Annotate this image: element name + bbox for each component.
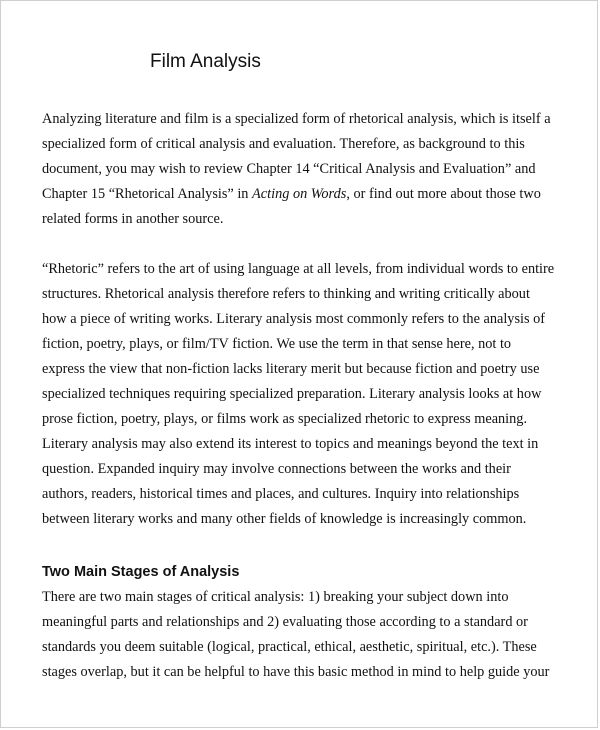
text-line: prose fiction, poetry, plays, or films work as specialized rhetoric to express meaning. [42, 411, 528, 427]
text-line: standards you deem suitable (logical, practical, ethical, aesthetic, spiritual, etc.). These [42, 639, 537, 655]
text-line: how a piece of writing works. Literary analysis most commonly refers to the analysis of [42, 311, 546, 327]
text-line [42, 182, 551, 207]
text-line: Analyzing literature and film is a specialized form of rhetorical analysis, which is itself a [42, 111, 551, 127]
document-title: Film Analysis [150, 51, 261, 72]
section-heading: Two Main Stages of Analysis [42, 564, 240, 580]
text-line: Literary analysis may also extend its interest to topics and meanings beyond the text in [42, 436, 539, 452]
text-line: question. Expanded inquiry may involve connections between the works and their [42, 461, 511, 477]
text-line: stages overlap, but it can be helpful to have this basic method in mind to help guide your [42, 664, 550, 680]
text-line: authors, readers, historical times and places, and cultures. Inquiry into relationships [42, 486, 520, 502]
text-line: specialized form of critical analysis and evaluation. Therefore, as background to this [42, 136, 525, 152]
intro-paragraph [42, 107, 551, 232]
text-line: “Rhetoric” refers to the art of using language at all levels, from individual words to entire [42, 261, 555, 277]
text-line: meaningful parts and relationships and 2) evaluating those according to a standard or [42, 614, 528, 630]
text-line: fiction, poetry, plays, or film/TV fiction. We use the term in that sense here, not to [42, 336, 512, 352]
text-line: There are two main stages of critical analysis: 1) breaking your subject down into [42, 589, 509, 605]
text-line: document, you may wish to review Chapter 14 “Critical Analysis and Evaluation” and [42, 161, 536, 177]
text-segment: , or find out more about those two [346, 186, 541, 202]
text-line: specialized techniques requiring specialized preparation. Literary analysis looks at how [42, 386, 542, 402]
book-title-italic: Acting on Words [252, 186, 347, 202]
text-line: structures. Rhetorical analysis therefore refers to thinking and writing critically about [42, 286, 530, 302]
text-line: related forms in another source. [42, 211, 224, 227]
text-segment: Chapter 15 “Rhetorical Analysis” in [42, 186, 253, 202]
text-line: express the view that non-fiction lacks literary merit but because fiction and poetry use [42, 361, 540, 377]
text-line: between literary works and many other fields of knowledge is increasingly common. [42, 511, 527, 527]
rhetoric-paragraph [42, 257, 554, 532]
stages-paragraph [42, 585, 549, 685]
